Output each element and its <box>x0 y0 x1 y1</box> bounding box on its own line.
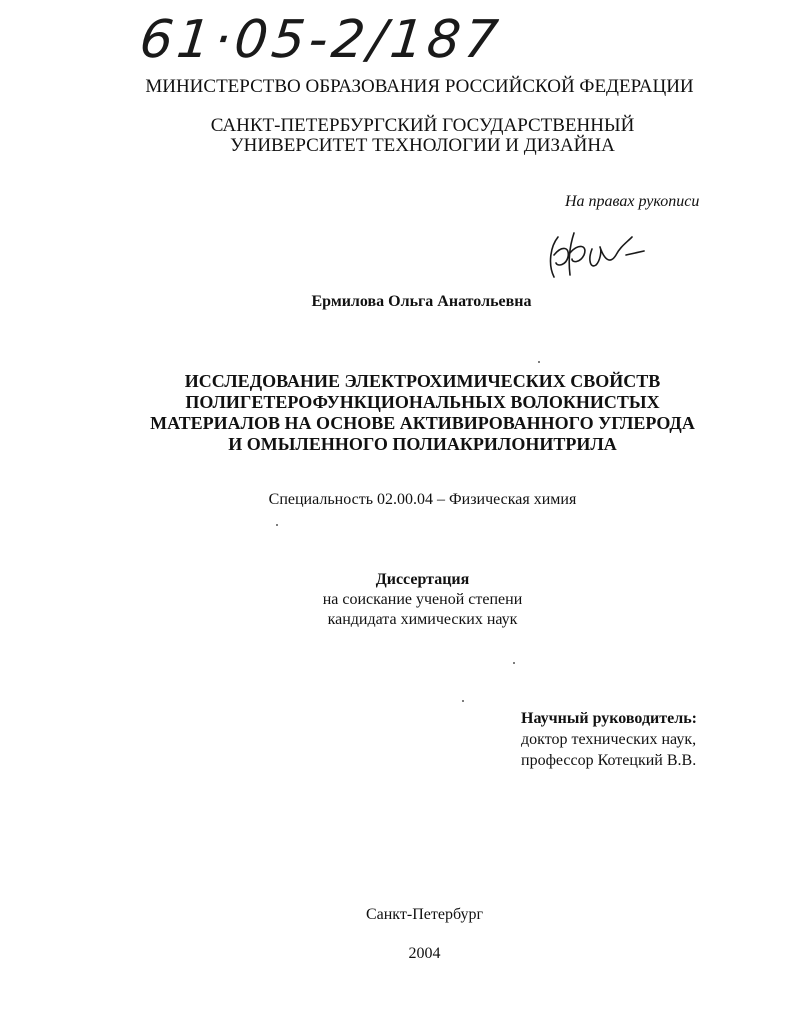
dissertation-heading: Диссертация <box>375 571 470 588</box>
dissertation-degree-line2: кандидата химических наук <box>327 611 518 628</box>
dissertation-title <box>0 371 799 455</box>
scan-speck <box>462 700 464 702</box>
title-line: И ОМЫЛЕННОГО ПОЛИАКРИЛОНИТРИЛА <box>228 434 617 454</box>
supervisor-degree: доктор технических наук, <box>521 731 697 748</box>
university-name-line1: САНКТ-ПЕТЕРБУРГСКИЙ ГОСУДАРСТВЕННЫЙ <box>210 115 635 136</box>
dissertation-degree-line1: на соискание ученой степени <box>322 591 523 608</box>
archive-number: 61·05-2/187 <box>136 10 505 70</box>
signature-mark <box>540 225 650 285</box>
supervisor-label: Научный руководитель: <box>521 710 697 727</box>
rights-note: На правах рукописи <box>565 193 700 210</box>
specialty-line: Специальность 02.00.04 – Физическая химия <box>268 491 577 508</box>
ministry-heading: МИНИСТЕРСТВО ОБРАЗОВАНИЯ РОССИЙСКОЙ ФЕДЕРАЦИИ <box>145 76 694 97</box>
scan-speck <box>538 361 540 363</box>
scan-speck <box>276 524 278 526</box>
year-line: 2004 <box>408 945 441 962</box>
scan-speck <box>513 662 515 664</box>
title-line: ИССЛЕДОВАНИЕ ЭЛЕКТРОХИМИЧЕСКИХ СВОЙСТВ <box>184 371 661 391</box>
university-name-line2: УНИВЕРСИТЕТ ТЕХНОЛОГИИ И ДИЗАЙНА <box>230 135 615 156</box>
author-name: Ермилова Ольга Анатольевна <box>311 293 532 310</box>
title-line: МАТЕРИАЛОВ НА ОСНОВЕ АКТИВИРОВАННОГО УГЛЕРОДА <box>150 413 695 433</box>
supervisor-block <box>521 708 697 771</box>
supervisor-name: профессор Котецкий В.В. <box>521 752 697 769</box>
city-line: Санкт-Петербург <box>365 906 484 923</box>
title-line: ПОЛИГЕТЕРОФУНКЦИОНАЛЬНЫХ ВОЛОКНИСТЫХ <box>185 392 660 412</box>
